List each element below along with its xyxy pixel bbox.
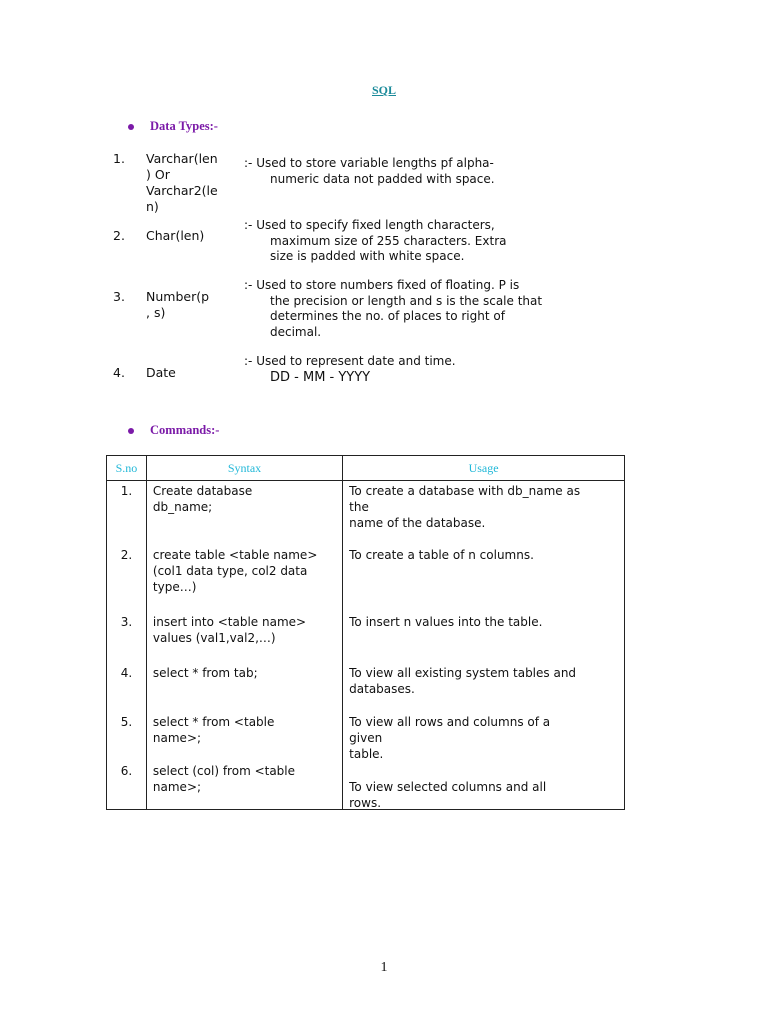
row-number: 3. <box>120 615 133 629</box>
syntax-entry <box>153 763 338 795</box>
desc-line: size is padded with white space. <box>270 249 465 263</box>
item-description <box>244 218 584 265</box>
row-number: 4. <box>120 666 133 680</box>
syntax-entry <box>153 547 338 595</box>
row-number: 5. <box>120 715 133 729</box>
item-description <box>244 156 584 187</box>
desc-line: :- Used to store variable lengths pf alpha- <box>244 156 494 170</box>
syntax-line: name>; <box>152 780 202 794</box>
item-name <box>146 365 232 381</box>
desc-line: maximum size of 255 characters. Extra <box>270 233 507 248</box>
usage-entry <box>349 614 620 630</box>
desc-line: DD - MM - YYYY <box>270 369 371 385</box>
syntax-line: create table <table name> <box>152 548 318 562</box>
item-name <box>146 289 232 321</box>
syntax-line: select * from <table <box>152 715 275 729</box>
item-number: 3. <box>113 289 125 304</box>
syntax-entry <box>153 665 338 681</box>
usage-line <box>349 763 620 779</box>
syntax-line: select * from tab; <box>152 666 258 680</box>
syntax-line: select (col) from <table <box>152 764 296 778</box>
desc-line: determines the no. of places to right of <box>270 309 505 323</box>
item-name-line: Number(p <box>146 289 210 304</box>
desc-line: numeric data not padded with space. <box>270 171 495 186</box>
item-name-line: Char(len) <box>146 228 205 243</box>
usage-line: databases. <box>349 682 415 696</box>
page-number: 1 <box>380 960 388 975</box>
item-number: 4. <box>113 365 125 380</box>
commands-table <box>106 455 625 810</box>
usage-column <box>343 481 625 810</box>
desc-line: :- Used to specify fixed length characters, <box>244 218 495 232</box>
usage-line: given <box>349 731 383 745</box>
commands-heading-text: Commands:- <box>150 423 220 437</box>
usage-line: To view all rows and columns of a <box>349 715 551 729</box>
item-name-line: ) Or <box>146 167 170 182</box>
syntax-column <box>146 481 342 810</box>
usage-line: To create a database with db_name as <box>349 484 581 498</box>
syntax-line: db_name; <box>152 500 213 514</box>
usage-line: To view selected columns and all <box>349 780 547 794</box>
bullet-icon <box>128 124 134 130</box>
syntax-line: Create database <box>152 484 253 498</box>
syntax-line: name>; <box>152 731 202 745</box>
usage-entry <box>349 483 620 531</box>
sno-column <box>107 481 147 810</box>
usage-line: table. <box>349 747 384 761</box>
syntax-entry <box>153 614 338 646</box>
item-name-line: Varchar(len <box>146 151 218 166</box>
column-header-usage: Usage <box>343 456 625 481</box>
syntax-line: insert into <table name> <box>152 615 307 629</box>
desc-line: :- Used to represent date and time. <box>244 354 456 368</box>
row-number: 1. <box>120 484 133 498</box>
item-name-line: n) <box>146 199 159 214</box>
item-description <box>244 278 584 340</box>
item-name-line: , s) <box>146 305 166 320</box>
page-title: SQL <box>371 83 396 97</box>
item-description <box>244 354 584 385</box>
desc-line: decimal. <box>270 324 322 339</box>
data-types-heading <box>128 119 218 134</box>
usage-line: the <box>349 500 369 514</box>
table-row <box>107 481 625 810</box>
usage-line: To insert n values into the table. <box>349 615 543 629</box>
desc-line: the precision or length and s is the scale that <box>270 293 543 308</box>
bullet-icon <box>128 428 134 434</box>
usage-line: To view all existing system tables and <box>349 666 577 680</box>
usage-line: To create a table of n columns. <box>349 548 534 562</box>
usage-entry <box>349 714 620 762</box>
usage-line: name of the database. <box>349 516 486 530</box>
desc-line: :- Used to store numbers fixed of floating. P is <box>244 278 520 292</box>
column-header-sno: S.no <box>107 456 147 481</box>
usage-entry <box>349 665 620 697</box>
data-types-heading-text: Data Types:- <box>150 119 218 133</box>
syntax-entry <box>153 714 338 746</box>
usage-entry <box>349 547 620 563</box>
item-name <box>146 151 232 215</box>
usage-line: rows. <box>349 796 382 810</box>
item-name-line: Varchar2(le <box>146 183 218 198</box>
commands-heading <box>128 423 219 438</box>
item-number: 1. <box>113 151 125 166</box>
item-number: 2. <box>113 228 125 243</box>
syntax-line: values (val1,val2,…) <box>152 631 276 645</box>
syntax-entry <box>153 483 338 515</box>
item-name-line: Date <box>146 365 176 380</box>
table-header-row <box>107 456 625 481</box>
syntax-line: type…) <box>152 580 197 594</box>
row-number: 2. <box>120 548 133 562</box>
column-header-syntax: Syntax <box>146 456 342 481</box>
row-number: 6. <box>120 764 133 778</box>
usage-entry <box>349 763 620 811</box>
item-name <box>146 228 232 244</box>
syntax-line: (col1 data type, col2 data <box>152 564 308 578</box>
